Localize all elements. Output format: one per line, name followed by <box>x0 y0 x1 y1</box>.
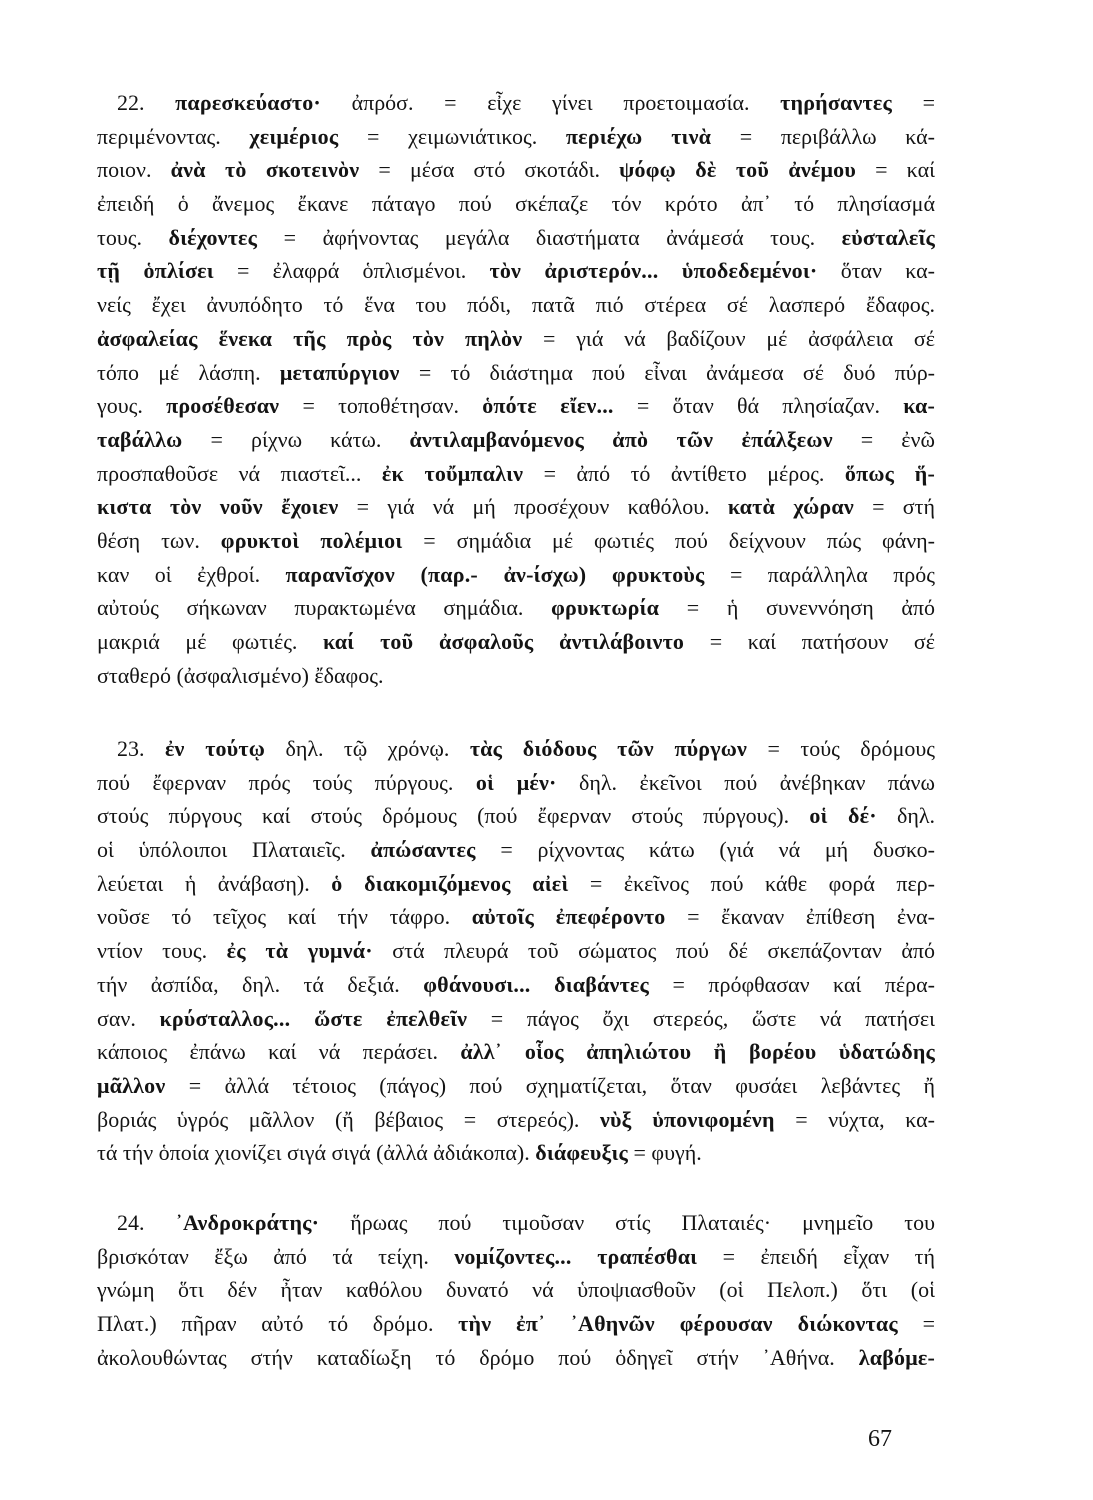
lemma-bold: διάφευξις <box>535 1140 628 1166</box>
text-line <box>97 934 935 968</box>
text-line <box>97 867 935 901</box>
lemma-bold: ᾽Ανδροκράτης· <box>175 1210 320 1235</box>
text-line <box>97 86 935 120</box>
text-line <box>97 625 935 659</box>
gloss-text: καν οἱ ἐχθροί. <box>97 561 286 587</box>
gloss-text: δηλ. ἐκεῖνοι πού ἀνέβηκαν πάνω <box>556 769 935 795</box>
gloss-text: ντίον τους. <box>97 938 227 964</box>
gloss-text: = πάγος ὄχι στερεός, ὥστε νά πατήσει <box>467 1005 935 1031</box>
gloss-text: = ὅταν θά πλησίαζαν. <box>613 393 904 419</box>
gloss-text: = γιά νά βαδίζουν μέ ἀσφάλεια σέ <box>522 325 935 351</box>
lemma-bold: ἐς τὰ γυμνά· <box>226 938 373 964</box>
gloss-text: = ἐλαφρά ὁπλισμένοι. <box>213 258 490 284</box>
gloss-text: δηλ. τῷ χρόνῳ. <box>265 736 470 761</box>
text-line <box>97 187 935 221</box>
lemma-bold: μᾶλλον <box>97 1072 166 1098</box>
lemma-bold: κα- <box>903 393 935 419</box>
gloss-text: ἀκολουθώντας στήν καταδίωξη τό δρόμο πού ὁδηγεῖ στήν ᾽Αθήνα. <box>97 1344 859 1370</box>
text-line <box>97 490 935 524</box>
text-line <box>97 558 935 592</box>
gloss-text: = ἡ συνεννόηση ἀπό <box>659 595 935 621</box>
text-line <box>97 254 935 288</box>
lemma-bold: τὴν ἐπ᾽ ᾽Αθηνῶν φέρουσαν διώκοντας <box>458 1311 898 1337</box>
lemma-bold: νομίζοντες... τραπέσθαι <box>454 1243 698 1269</box>
text-line <box>97 221 935 255</box>
gloss-text: στά πλευρά τοῦ σώματος πού δέ σκεπάζονταν ἀπό <box>372 938 935 964</box>
lemma-bold: παρανῖσχον (παρ.- ἀν-ίσχω) φρυκτοὺς <box>285 561 705 587</box>
text-line <box>97 153 935 187</box>
gloss-text: τους. <box>97 224 169 250</box>
gloss-text: = ἀλλά τέτοιος (πάγος) πού σχηματίζεται, ὅταν φυσάει λεβάντες ἤ <box>165 1072 935 1098</box>
gloss-text: = νύχτα, κα- <box>774 1106 936 1132</box>
lemma-bold: οἱ μέν· <box>475 769 557 795</box>
text-line <box>97 900 935 934</box>
gloss-text: προσπαθοῦσε νά πιαστεῖ... <box>97 460 382 486</box>
lemma-bold: αὐτοῖς ἐπεφέροντο <box>471 904 666 930</box>
gloss-text: περιμένοντας. <box>97 123 250 149</box>
text-line <box>97 732 935 766</box>
lemma-bold: χειμέριος <box>249 123 339 149</box>
gloss-text: βοριάς ὑγρός μᾶλλον (ἤ βέβαιος = στερεός). <box>97 1106 600 1132</box>
gloss-text: ἐπειδή ὁ ἄνεμος ἔκανε πάταγο πού σκέπαζε τόν κρότο ἀπ᾽ τό πλησίασμά <box>97 191 935 217</box>
lemma-bold: κρύσταλλος... ὥστε ἐπελθεῖν <box>159 1005 468 1031</box>
lemma-bold: ἀλλ᾽ οἷος ἀπηλιώτου ἢ βορέου ὑδατώδης <box>460 1039 935 1065</box>
gloss-text: νοῦσε τό τεῖχος καί τήν τάφρο. <box>97 904 472 930</box>
gloss-text: ἥρωας πού τιμοῦσαν στίς Πλαταιές· μνημεῖο του <box>319 1210 935 1235</box>
gloss-text: = ρίχνοντας κάτω (γιά νά μή δυσκο- <box>475 837 935 863</box>
lemma-bold: οἱ δέ· <box>809 803 877 829</box>
gloss-text: νείς ἔχει ἀνυπόδητο τό ἕνα του πόδι, πατᾶ πιό στέρεα σέ λασπερό ἔδαφος. <box>97 292 935 318</box>
text-line <box>97 457 935 491</box>
note-23 <box>97 732 935 1170</box>
note-24 <box>97 1206 935 1374</box>
gloss-text: = ἔκαναν ἐπίθεση ἐνα- <box>665 904 935 930</box>
gloss-text: = ἀφήνοντας μεγάλα διαστήματα ἀνάμεσά τους. <box>257 224 842 250</box>
lemma-bold: ἐν τούτῳ <box>164 736 266 761</box>
gloss-text: = φυγή. <box>627 1140 702 1166</box>
lemma-bold: φθάνουσι... διαβάντες <box>423 971 649 997</box>
lemma-bold: ἐκ τοὔμπαλιν <box>381 460 524 486</box>
text-line <box>97 288 935 322</box>
gloss-text: = <box>891 90 935 115</box>
gloss-text: κάποιος ἐπάνω καί νά περάσει. <box>97 1039 461 1065</box>
lemma-bold: καί τοῦ ἀσφαλοῦς ἀντιλάβοιντο <box>323 629 685 654</box>
text-line <box>97 356 935 390</box>
text-line <box>97 524 935 558</box>
gloss-text: αὐτούς σήκωναν πυρακτωμένα σημάδια. <box>97 595 552 621</box>
gloss-text: δηλ. <box>876 803 935 829</box>
gloss-text: = σημάδια μέ φωτιές πού δείχνουν πώς φάνη- <box>402 527 935 553</box>
gloss-text: = <box>897 1311 935 1337</box>
lemma-bold: περιέχω τινὰ <box>565 123 712 149</box>
text-line <box>97 766 935 800</box>
lemma-bold: ἀσφαλείας ἕνεκα τῆς πρὸς τὸν πηλὸν <box>97 325 523 351</box>
lemma-bold: ἀνὰ τὸ σκοτεινὸν <box>170 157 360 183</box>
gloss-text: τόπο μέ λάσπη. <box>97 359 280 385</box>
lemma-bold: φρυκτωρία <box>551 595 660 621</box>
gloss-text: οἱ ὑπόλοιποι Πλαταιεῖς. <box>97 837 371 863</box>
gloss-text: ἀπρόσ. = εἶχε γίνει προετοιμασία. <box>320 90 781 115</box>
gloss-text: = μέσα στό σκοτάδι. <box>359 157 620 183</box>
gloss-text: = ἀπό τό ἀντίθετο μέρος. <box>523 460 845 486</box>
gloss-text: = πρόφθασαν καί πέρα- <box>649 971 936 997</box>
gloss-text: = ρίχνω κάτω. <box>182 426 410 452</box>
gloss-text: τά τήν ὁποία χιονίζει σιγά σιγά (ἀλλά ἀδιάκοπα). <box>97 1140 536 1166</box>
gloss-text: = γιά νά μή προσέχουν καθόλου. <box>338 494 728 520</box>
lemma-bold: εὐσταλεῖς <box>841 224 935 250</box>
gloss-text: βρισκόταν ἔξω ἀπό τά τείχη. <box>97 1243 455 1269</box>
lemma-bold: κιστα τὸν νοῦν ἔχοιεν <box>97 494 339 520</box>
lemma-bold: μεταπύργιον <box>279 359 400 385</box>
lemma-bold: ὅπως ἥ- <box>844 460 935 486</box>
text-line <box>97 1069 935 1103</box>
lemma-bold: κατὰ χώραν <box>727 494 854 520</box>
page-number: 67 <box>868 1426 892 1452</box>
text-line <box>97 322 935 356</box>
gloss-text: τήν ἀσπίδα, δηλ. τά δεξιά. <box>97 971 424 997</box>
lemma-bold: τηρήσαντες <box>780 90 892 115</box>
gloss-text: πού ἔφερναν πρός τούς πύργους. <box>97 769 476 795</box>
gloss-text: = καί <box>855 157 936 183</box>
lemma-bold: τῇ ὁπλίσει <box>97 258 214 284</box>
gloss-text: = χειμωνιάτικος. <box>338 123 566 149</box>
lemma-bold: νὺξ ὑπονιφομένη <box>599 1106 775 1132</box>
gloss-text: 23. <box>117 736 165 761</box>
lemma-bold: ἀπώσαντες <box>370 837 476 863</box>
text-line <box>97 1240 935 1274</box>
text-line <box>97 799 935 833</box>
text-line <box>97 1341 935 1375</box>
gloss-text: = ἐπειδή εἶχαν τή <box>697 1243 935 1269</box>
gloss-text: γους. <box>97 393 167 419</box>
gloss-text: σταθερό (ἀσφαλισμένο) ἔδαφος. <box>97 662 384 688</box>
gloss-text: 22. <box>117 90 176 115</box>
lemma-bold: φρυκτοὶ πολέμιοι <box>220 527 403 553</box>
lemma-bold: τὸν ἀριστερόν... ὑποδεδεμένοι· <box>489 258 818 284</box>
lemma-bold: λαβόμε- <box>858 1344 935 1370</box>
gloss-text: = ἐνῶ <box>832 426 935 452</box>
gloss-text: = τούς δρόμους <box>747 736 936 761</box>
text-line <box>97 1002 935 1036</box>
lemma-bold: ταβάλλω <box>97 426 183 452</box>
gloss-text: γνώμη ὅτι δέν ἦταν καθόλου δυνατό νά ὑποψιασθοῦν (οἱ Πελοπ.) ὅτι (οἱ <box>97 1277 935 1303</box>
gloss-text: θέση των. <box>97 527 221 553</box>
gloss-text: = καί πατήσουν σέ <box>684 629 935 654</box>
gloss-text: = ἐκεῖνος πού κάθε φορά περ- <box>568 870 935 896</box>
text-line <box>97 389 935 423</box>
gloss-text: = στή <box>853 494 935 520</box>
gloss-text: μακριά μέ φωτιές. <box>97 629 324 654</box>
note-22 <box>97 86 935 692</box>
text-line <box>97 1273 935 1307</box>
gloss-text: στούς πύργους καί στούς δρόμους (πού ἔφερναν στούς πύργους). <box>97 803 810 829</box>
lemma-bold: τὰς διόδους τῶν πύργων <box>469 736 748 761</box>
gloss-text: λεύεται ἡ ἀνάβαση). <box>97 870 332 896</box>
text-line <box>97 423 935 457</box>
lemma-bold: προσέθεσαν <box>166 393 280 419</box>
gloss-text: σαν. <box>97 1005 160 1031</box>
gloss-text: = τό διάστημα πού εἶναι ἀνάμεσα σέ δυό πύρ- <box>399 359 935 385</box>
text-line <box>97 659 935 693</box>
text-line <box>97 120 935 154</box>
text-line <box>97 968 935 1002</box>
text-line <box>97 1307 935 1341</box>
gloss-text: = παράλληλα πρός <box>704 561 935 587</box>
gloss-text: = τοποθέτησαν. <box>279 393 483 419</box>
lemma-bold: ὁπότε εἴεν... <box>482 393 614 419</box>
lemma-bold: ψόφῳ δὲ τοῦ ἀνέμου <box>619 157 856 183</box>
gloss-text: ὅταν κα- <box>817 258 936 284</box>
text-line <box>97 833 935 867</box>
lemma-bold: διέχοντες <box>168 224 258 250</box>
lemma-bold: ἀντιλαμβανόμενος ἀπὸ τῶν ἐπάλξεων <box>409 426 833 452</box>
text-line <box>97 1035 935 1069</box>
lemma-bold: παρεσκεύαστο· <box>175 90 321 115</box>
text-line <box>97 1103 935 1137</box>
gloss-text: Πλατ.) πῆραν αὐτό τό δρόμο. <box>97 1311 459 1337</box>
gloss-text: 24. <box>117 1210 176 1235</box>
gloss-text: ποιον. <box>97 157 171 183</box>
text-line <box>97 1136 935 1170</box>
text-line <box>97 1206 935 1240</box>
gloss-text: = περιβάλλω κά- <box>711 123 935 149</box>
lemma-bold: ὁ διακομιζόμενος αἰεὶ <box>331 870 569 896</box>
text-line <box>97 591 935 625</box>
